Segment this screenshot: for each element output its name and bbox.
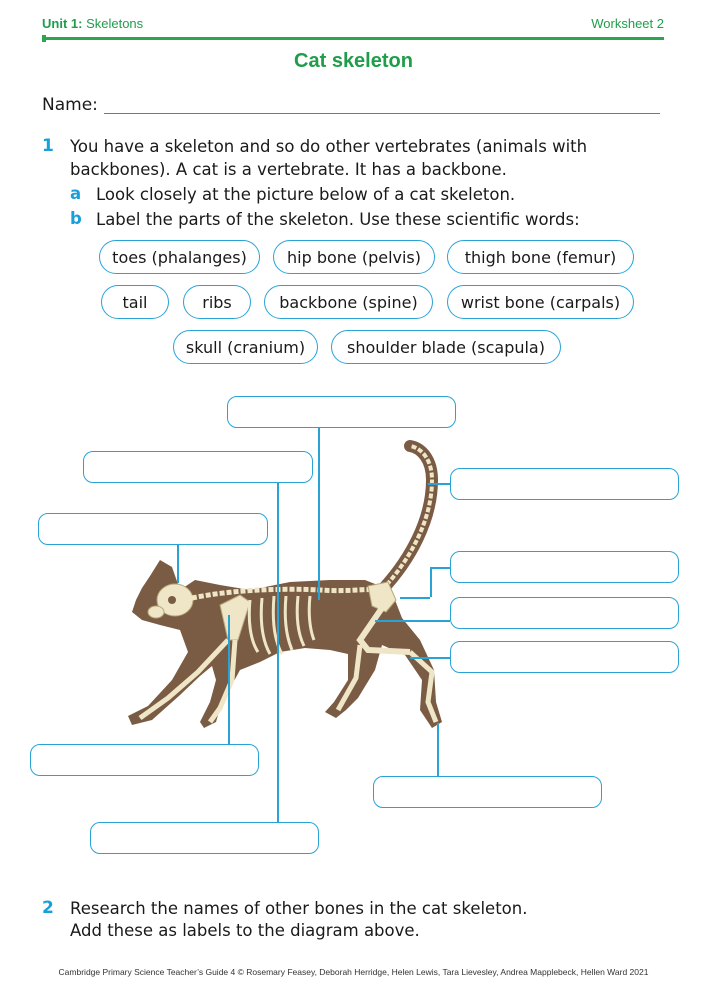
word-bank-item: toes (phalanges) (99, 240, 260, 274)
cat-skeleton-image (120, 440, 450, 740)
leader-line (428, 483, 450, 485)
question-1-text-line1: You have a skeleton and so do other vertebrates (animals with (70, 137, 588, 156)
word-bank-item: tail (101, 285, 169, 319)
header-rule (42, 37, 664, 40)
name-label: Name: (42, 95, 98, 115)
question-1b-letter: b (70, 209, 82, 228)
leader-line (430, 567, 432, 597)
label-box[interactable] (227, 396, 456, 428)
leader-line (400, 597, 430, 599)
question-2-text-line1: Research the names of other bones in the cat skeleton. (70, 899, 528, 918)
word-bank-item: thigh bone (femur) (447, 240, 634, 274)
question-1-text-line2: backbones). A cat is a vertebrate. It has a backbone. (70, 160, 507, 179)
footer-credit: Cambridge Primary Science Teacher’s Guide 4 © Rosemary Feasey, Deborah Herridge, Helen Lewis, Tara Lievesley, Andrea Mapplebeck, Hellen Ward 2021 (58, 967, 649, 977)
unit-heading: Unit 1: Skeletons (42, 16, 144, 31)
question-1-number: 1 (42, 136, 54, 156)
label-box[interactable] (450, 551, 679, 583)
question-1a-letter: a (70, 184, 82, 203)
label-box[interactable] (83, 451, 313, 483)
label-box[interactable] (38, 513, 268, 545)
question-1b-text: Label the parts of the skeleton. Use these scientific words: (96, 210, 580, 229)
question-2-number: 2 (42, 898, 54, 918)
label-box[interactable] (373, 776, 602, 808)
page-title: Cat skeleton (294, 50, 413, 72)
word-bank-item: skull (cranium) (173, 330, 318, 364)
leader-line (437, 723, 439, 776)
question-2-text-line2: Add these as labels to the diagram above. (70, 921, 420, 940)
leader-line (177, 545, 179, 583)
leader-line (228, 615, 230, 745)
word-bank-item: hip bone (pelvis) (273, 240, 435, 274)
name-field[interactable] (104, 113, 660, 114)
label-box[interactable] (450, 468, 679, 500)
leader-line (410, 657, 450, 659)
word-bank-item: shoulder blade (scapula) (331, 330, 561, 364)
leader-line (277, 483, 279, 823)
word-bank-item: wrist bone (carpals) (447, 285, 634, 319)
label-box[interactable] (450, 597, 679, 629)
label-box[interactable] (90, 822, 319, 854)
leader-line (430, 567, 450, 569)
word-bank-item: backbone (spine) (264, 285, 433, 319)
question-1a-text: Look closely at the picture below of a cat skeleton. (96, 185, 516, 204)
worksheet-label: Worksheet 2 (591, 16, 664, 31)
leader-line (318, 428, 320, 600)
label-box[interactable] (30, 744, 259, 776)
label-box[interactable] (450, 641, 679, 673)
word-bank-item: ribs (183, 285, 251, 319)
leader-line (375, 620, 450, 622)
